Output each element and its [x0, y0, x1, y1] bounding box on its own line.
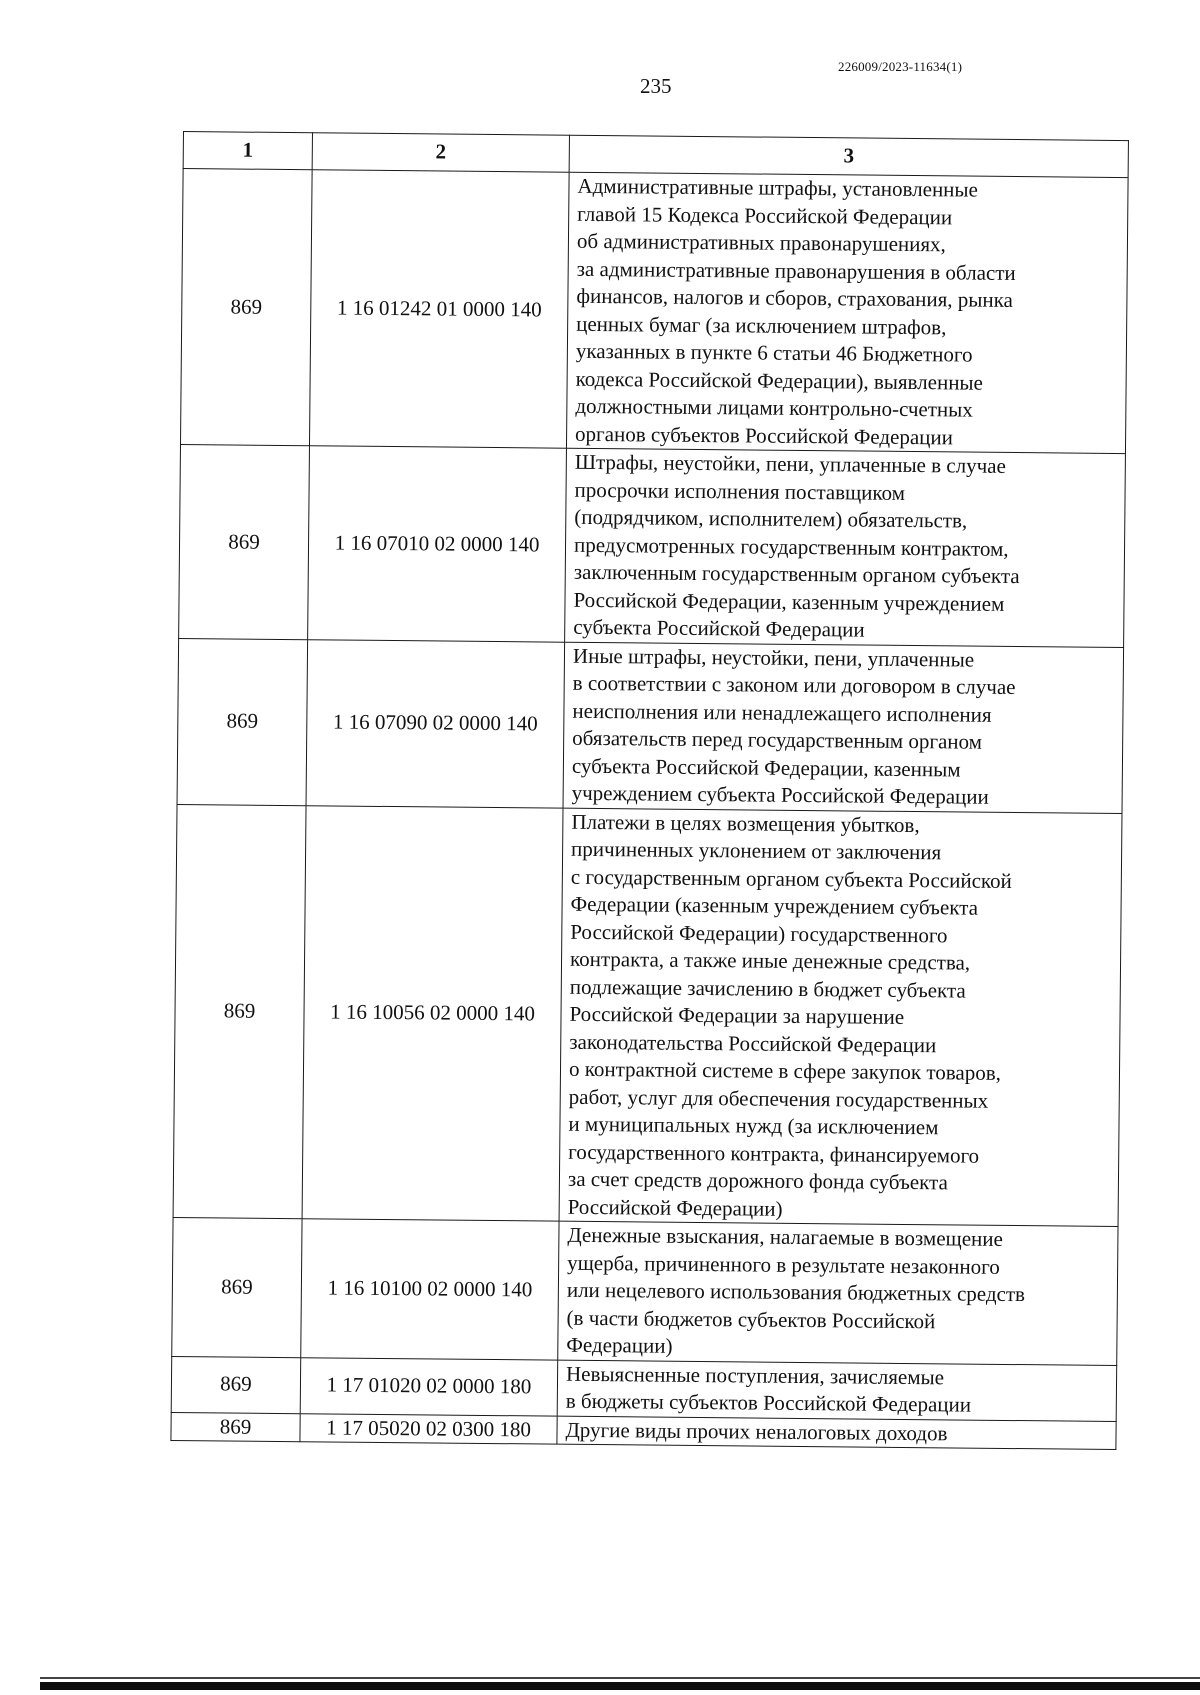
- description-line: за административные правонарушения в области: [576, 256, 1016, 285]
- description-line: (подрядчиком, исполнителем) обязательств,: [574, 504, 968, 533]
- description-line: с государственным органом субъекта Российской: [570, 864, 1012, 893]
- description-line: о контрактной системе в сфере закупок товаров,: [568, 1056, 1002, 1085]
- column-header-2: 2: [312, 133, 569, 172]
- table-row: [179, 444, 1126, 647]
- budget-code-cell: 1 16 10056 02 0000 140: [302, 805, 563, 1221]
- description-line: за счет средств дорожного фонда субъекта: [567, 1166, 948, 1195]
- description-cell: [559, 808, 1122, 1227]
- budget-code-cell: 1 16 01242 01 0000 140: [309, 170, 569, 448]
- admin-code-cell: 869: [179, 444, 310, 639]
- page-number: 235: [640, 74, 672, 98]
- column-header-1: 1: [183, 132, 312, 170]
- revenue-table-wrapper: [170, 131, 1128, 1450]
- description-line: в бюджеты субъектов Российской Федерации: [565, 1388, 972, 1417]
- admin-code-cell: 869: [171, 1412, 300, 1442]
- admin-code-cell: 869: [172, 1217, 302, 1357]
- description-line: работ, услуг для обеспечения государственных: [568, 1084, 989, 1113]
- admin-code-cell: 869: [171, 1356, 301, 1413]
- description-line: контракта, а также иные денежные средства,: [569, 946, 971, 975]
- description-line: Федерации): [566, 1332, 673, 1358]
- description-line: главой 15 Кодекса Российской Федерации: [577, 201, 953, 229]
- document-id: 226009/2023-11634(1): [838, 59, 963, 74]
- description-line: Платежи в целях возмещения убытков,: [571, 809, 920, 837]
- description-line: предусмотренных государственным контрактом,: [573, 532, 1009, 561]
- description-line: причиненных уклонением от заключения: [571, 836, 942, 865]
- scan-edge-line: [40, 1677, 1200, 1679]
- description-cell: [557, 1416, 1116, 1450]
- description-line: неисполнения или ненадлежащего исполнения: [572, 698, 992, 727]
- description-line: подлежащие зачислению в бюджет субъекта: [569, 974, 966, 1003]
- description-line: просрочки исполнения поставщиком: [574, 477, 906, 505]
- description-line: субъекта Российской Федерации: [573, 614, 865, 642]
- description-line: (в части бюджетов субъектов Российской: [566, 1305, 936, 1333]
- description-line: в соответствии с законом или договором в случае: [572, 670, 1016, 700]
- description-line: Административные штрафы, установленные: [577, 173, 979, 202]
- description-line: Денежные взыскания, налагаемые в возмещение: [567, 1222, 1004, 1251]
- description-cell: [566, 172, 1128, 453]
- description-line: ущерба, причиненного в результате незаконного: [567, 1250, 1000, 1279]
- description-line: или нецелевого использования бюджетных средств: [566, 1277, 1026, 1307]
- table-row: [172, 1217, 1118, 1365]
- description-cell: [563, 642, 1124, 813]
- table-row: [173, 804, 1122, 1227]
- description-line: Невыясненные поступления, зачисляемые: [565, 1361, 945, 1389]
- admin-code-cell: 869: [177, 638, 308, 805]
- description-line: Российской Федерации за нарушение: [569, 1001, 905, 1029]
- description-line: Иные штрафы, неустойки, пени, уплаченные: [572, 643, 975, 672]
- description-line: Российской Федерации): [567, 1194, 783, 1221]
- admin-code-cell: 869: [180, 169, 312, 446]
- budget-code-cell: 1 16 07010 02 0000 140: [308, 446, 567, 642]
- description-line: указанных в пункте 6 статьи 46 Бюджетного: [575, 338, 973, 367]
- budget-code-cell: 1 16 10100 02 0000 140: [301, 1219, 559, 1360]
- description-line: государственного контракта, финансируемого: [568, 1139, 980, 1168]
- table-row: [177, 638, 1124, 813]
- table-row: [180, 169, 1128, 454]
- description-line: и муниципальных нужд (за исключением: [568, 1111, 939, 1140]
- description-cell: [557, 1360, 1117, 1421]
- description-line: обязательств перед государственным органом: [572, 725, 983, 754]
- table-row: [171, 1356, 1116, 1421]
- admin-code-cell: 869: [173, 804, 306, 1219]
- description-line: Российской Федерации, казенным учреждением: [573, 587, 1005, 616]
- description-line: Федерации (казенным учреждением субъекта: [570, 891, 979, 920]
- scan-edge-bar: [40, 1682, 1200, 1690]
- description-line: ценных бумаг (за исключением штрафов,: [576, 311, 947, 339]
- budget-code-cell: 1 16 07090 02 0000 140: [306, 639, 565, 807]
- table-body: [171, 169, 1128, 1450]
- description-line: органов субъектов Российской Федерации: [575, 421, 954, 449]
- description-line: Штрафы, неустойки, пени, уплаченные в случае: [574, 449, 1006, 478]
- description-line: финансов, налогов и сборов, страхования, рынка: [576, 283, 1013, 312]
- description-line: законодательства Российской Федерации: [569, 1029, 937, 1057]
- description-line: Российской Федерации) государственного: [570, 919, 948, 947]
- description-line: учреждением субъекта Российской Федерации: [571, 780, 989, 809]
- description-line: Другие виды прочих неналоговых доходов: [565, 1417, 948, 1445]
- description-line: об административных правонарушениях,: [576, 228, 946, 257]
- description-line: субъекта Российской Федерации, казенным: [571, 753, 961, 781]
- description-cell: [558, 1221, 1118, 1365]
- description-cell: [565, 448, 1126, 647]
- budget-code-cell: 1 17 01020 02 0000 180: [300, 1357, 558, 1415]
- budget-code-cell: 1 17 05020 02 0300 180: [300, 1413, 557, 1444]
- description-line: заключенным государственным органом субъекта: [573, 559, 1020, 589]
- column-header-3: 3: [569, 135, 1128, 177]
- description-line: должностными лицами контрольно-счетных: [575, 393, 973, 422]
- description-line: кодекса Российской Федерации), выявленные: [575, 366, 984, 395]
- revenue-classification-table: [170, 131, 1129, 1450]
